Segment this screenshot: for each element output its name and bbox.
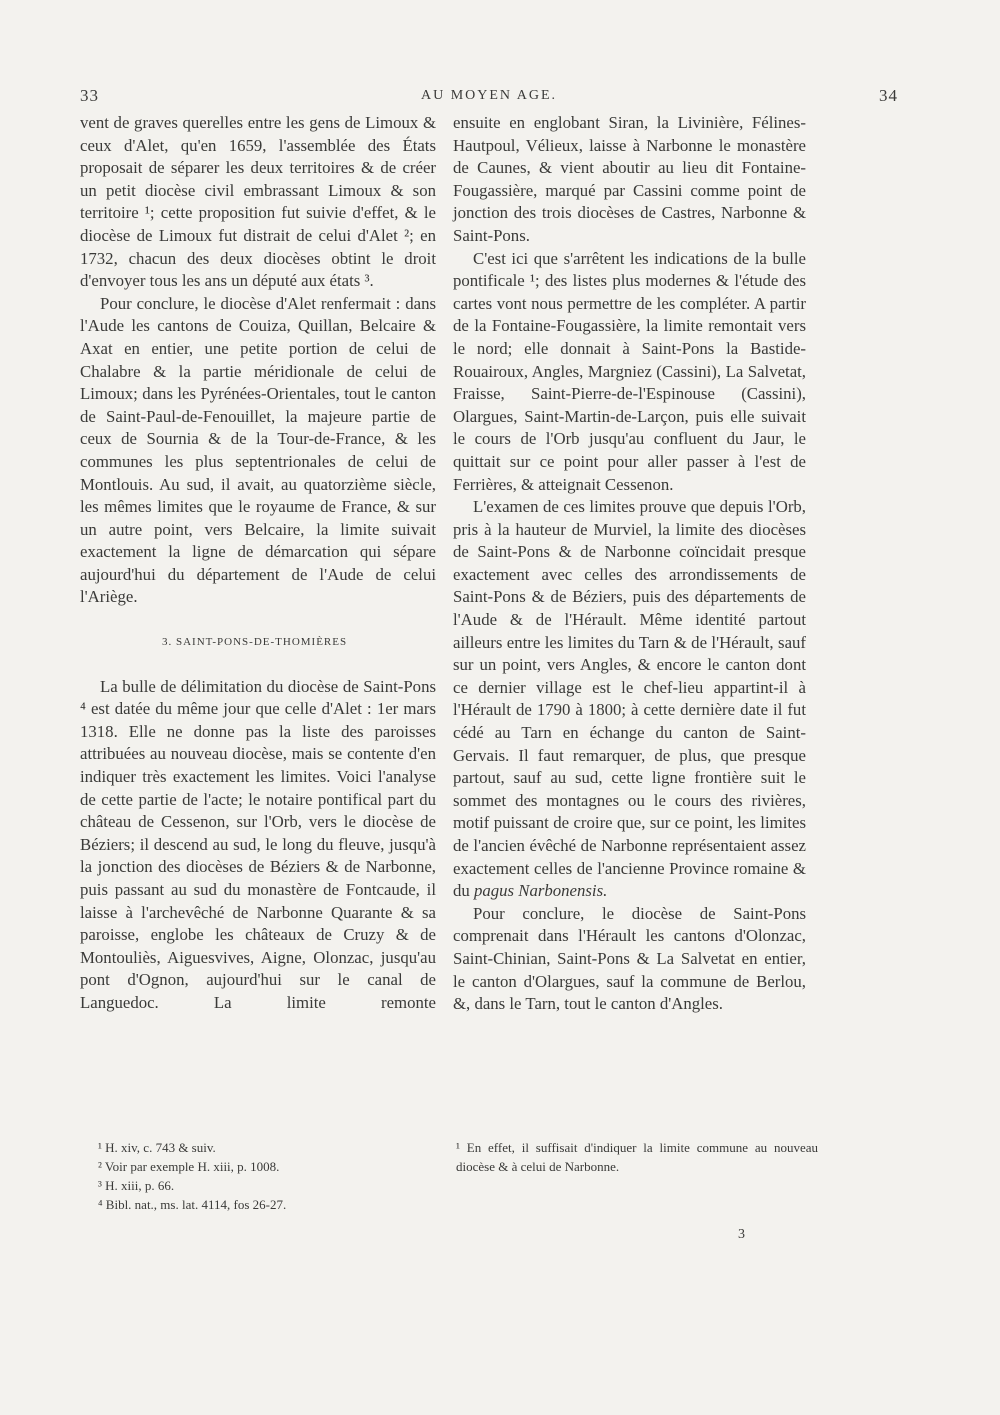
footnotes-right [456,1138,818,1176]
left-paragraph-1: vent de graves querelles entre les gens de Limoux & ceux d'Alet, qu'en 1659, l'assemblée des États proposait de séparer les deux territoires & de créer un petit diocèse civil embrassant Limoux & son territoire ¹; cette proposition fut suivie d'effet, & le diocèse de Limoux fut distrait de celui d'Alet ²; en 1732, chacun des deux diocèses obtint le droit d'envoyer tous les ans un député aux états ³. [80,113,436,291]
footnote: ⁴ Bibl. nat., ms. lat. 4114, fos 26-27. [98,1197,287,1212]
right-column [453,112,806,1016]
footnotes-left [98,1138,438,1214]
section-title: 3. SAINT-PONS-DE-THOMIÈRES [162,636,348,649]
running-title: AU MOYEN AGE. [420,88,558,103]
page-header [80,86,898,110]
pagus-italic: pagus Narbonensis. [473,881,608,901]
footnote: ³ H. xiii, p. 66. [98,1178,175,1193]
left-paragraph-2: Pour conclure, le diocèse d'Alet renfermait : dans l'Aude les cantons de Couiza, Quillan, Belcaire & Axat en entier, une petite portion de celui de Chalabre & la partie méridionale de celui de Limoux; dans les Pyrénées-Orientales, tout le canton de Saint-Paul-de-Fenouillet, la majeure partie de ceux de Sournia & de la Tour-de-France, & les communes les plus septentrionales de celui de Montlouis. Au sud, il avait, au quatorzième siècle, les mêmes limites que le royaume de France, & sur un autre point, vers Belcaire, la limite suivait exactement la ligne de démarcation qui sépare aujourd'hui du département de l'Aude de celui l'Ariège. [80,293,436,607]
right-page-number: 34 [879,86,898,105]
footnote: ² Voir par exemple H. xiii, p. 1008. [98,1159,280,1174]
right-paragraph-3-text: L'examen de ces limites prouve que depuis l'Orb, pris à la hauteur de Murviel, la limite des diocèses de Saint-Pons & de Narbonne coïncidait presque exactement avec celles des arrondissements de Saint-Pons & de Béziers, puis des départements de l'Aude & de l'Hérault. Même identité partout ailleurs entre les limites du Tarn & de l'Hérault, sauf sur un point, vers Angles, & encore le canton dont ce dernier village est le chef-lieu appartint-il à l'Hérault de 1790 à 1800; à cette dernière date il fut cédé au Tarn en échange du canton de Saint-Gervais. Il faut remarquer, de plus, que presque partout, sauf au sud, cette ligne frontière suit le sommet des montagnes ou le cours des rivières, motif puissant de croire que, sur ce point, les limites de l'ancien évêché de Narbonne représentaient assez exactement celles de l'ancienne Province romaine & du [453,497,806,901]
signature-mark: 3 [738,1227,745,1242]
left-paragraph-3: La bulle de délimitation du diocèse de Saint-Pons ⁴ est datée du même jour que celle d'Alet : 1er mars 1318. Elle ne donne pas la liste des paroisses attribuées au nouveau diocèse, mais se contente d'en indiquer très exactement les limites. Voici l'analyse de cette partie de l'acte; le notaire pontifical part du château de Cessenon, sur l'Orb, vers le diocèse de Béziers; il descend au sud, le long du fleuve, jusqu'à la jonction des diocèses de Béziers & de Narbonne, puis passant au sud du monastère de Fontcaude, il laisse à l'archevêché de Narbonne Quarante & sa paroisse, englobe les châteaux de Cruzy & de Montouliès, Aiguesvives, Aigne, Olonzac, jusqu'au pont d'Ognon, aujourd'hui sur le canal de Languedoc. La limite remonte [80,676,436,1012]
footnote: ¹ En effet, il suffisait d'indiquer la limite commune au nouveau diocèse & à celui de Narbonne. [456,1140,818,1174]
right-paragraph-1: ensuite en englobant Siran, la Livinière, Félines-Hautpoul, Vélieux, laisse à Narbonne le monastère de Caunes, & vient aboutir au lieu dit Fontaine-Fougassière, marqué par Cassini comme point de jonction des trois diocèses de Castres, Narbonne & Saint-Pons. [453,113,806,245]
right-paragraph-2: C'est ici que s'arrêtent les indications de la bulle pontificale ¹; des listes plus modernes & l'étude des cartes vont nous permettre de les compléter. A partir de la Fontaine-Fougassière, la limite remontait vers le nord; elle donnait à Saint-Pons la Bastide-Rouairoux, Angles, Margniez (Cassini), La Salvetat, Fraisse, Saint-Pierre-de-l'Espinouse (Cassini), Olargues, Saint-Martin-de-Larçon, puis elle suivait le cours de l'Orb jusqu'au confluent du Jaur, le quittait sur ce point pour aller passer à l'est de Ferrières, & atteignait Cessenon. [453,248,806,494]
left-column [80,112,436,1015]
right-paragraph-3 [453,496,806,903]
right-paragraph-4: Pour conclure, le diocèse de Saint-Pons comprenait dans l'Hérault les cantons d'Olonzac, Saint-Chinian, Saint-Pons & La Salvetat en entier, le canton d'Olargues, sauf la commune de Berlou, &, dans le Tarn, tout le canton d'Angles. [453,903,806,1014]
footnote: ¹ H. xiv, c. 743 & suiv. [98,1140,216,1155]
left-page-number: 33 [80,86,99,105]
